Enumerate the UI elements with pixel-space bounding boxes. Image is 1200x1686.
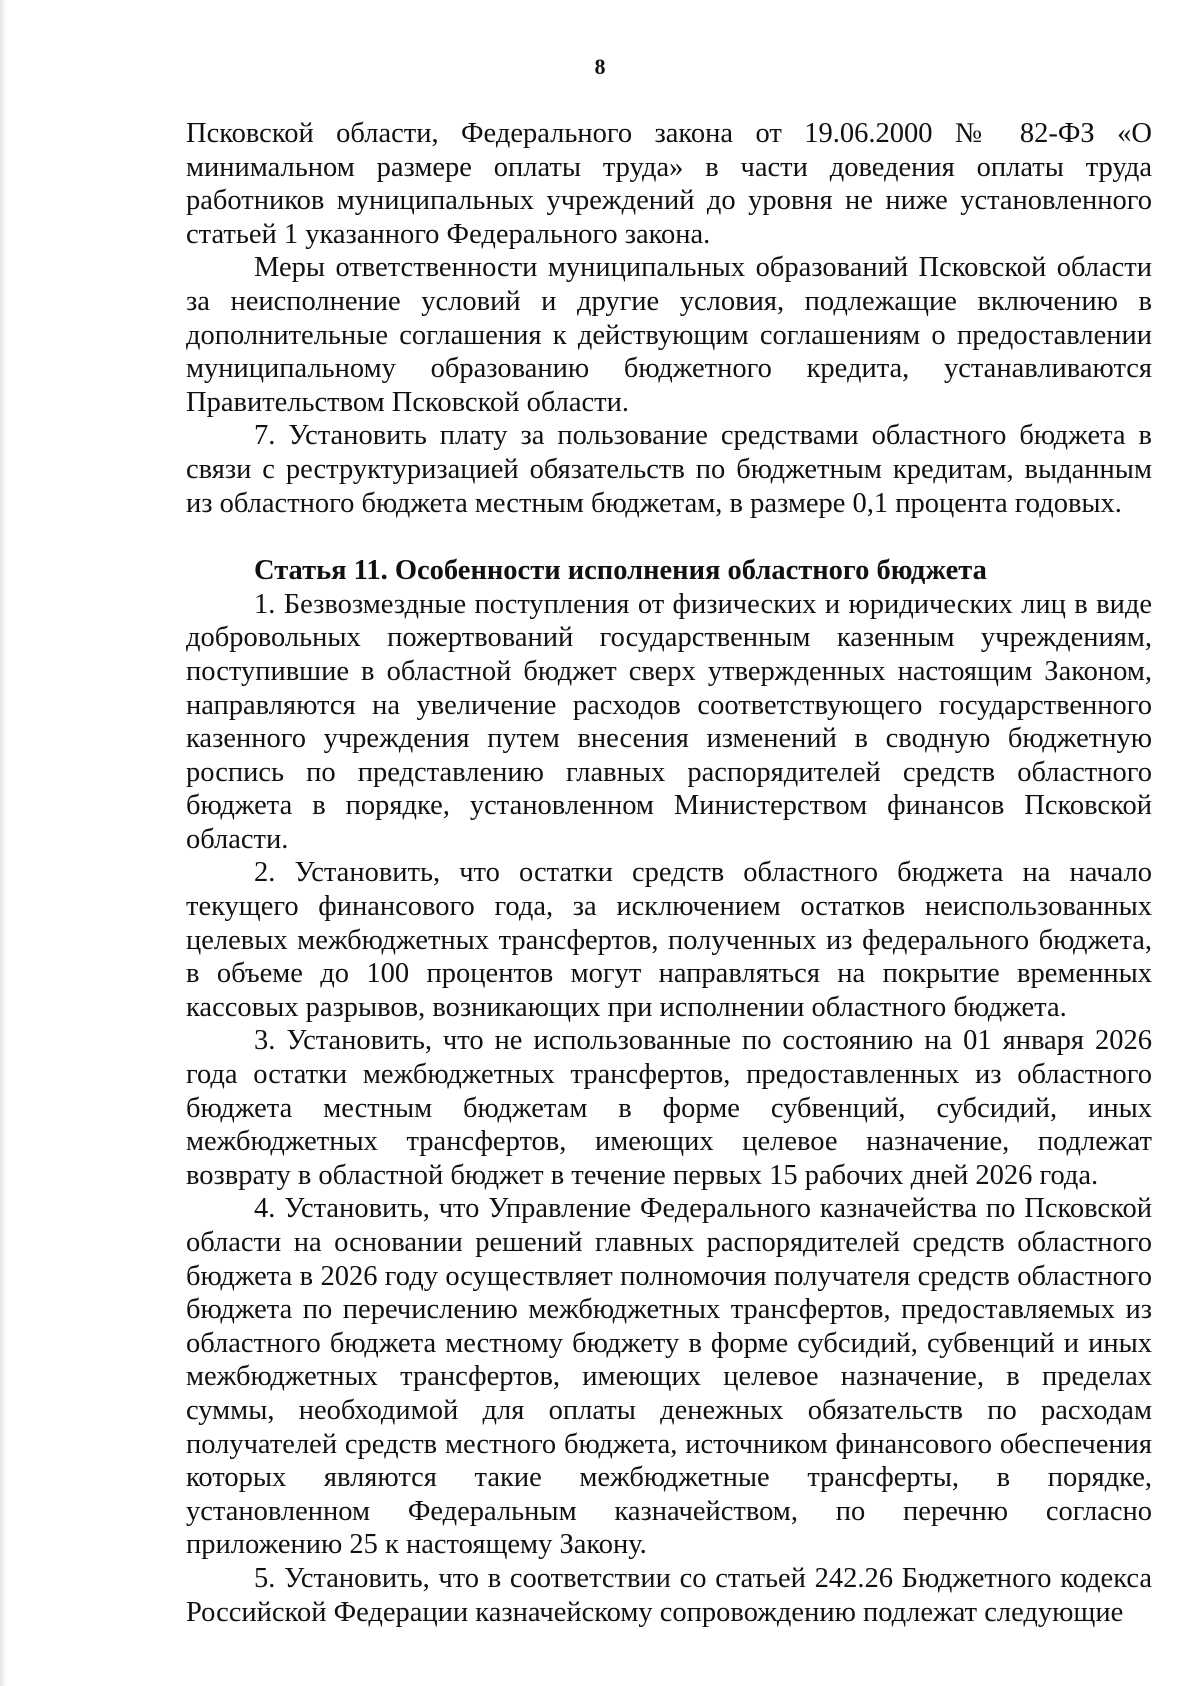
article-11-item-5: 5. Установить, что в соответствии со статьей 242.26 Бюджетного кодекса Российской Федерации казначейскому сопровождению подлежат следующие bbox=[186, 1562, 1152, 1628]
scan-edge bbox=[0, 0, 6, 1686]
article-11-item-3: 3. Установить, что не использованные по состоянию на 01 января 2026 года остатки межбюджетных трансфертов, предоставленных из областного бюджета местным бюджетам в форме субвенций, субсидий, иных межбюджетных трансфертов, имеющих целевое назначение, подлежат возврату в областной бюджет в течение первых 15 рабочих дней 2026 года. bbox=[186, 1025, 1152, 1191]
article-11-item-1: 1. Безвозмездные поступления от физических и юридических лиц в виде добровольных пожертвований государственным казенным учреждениям, поступившие в областной бюджет сверх утвержденных настоящим Законом, направляются на увеличение расходов соответствующего государственного казенного учреждения путем внесения изменений в сводную бюджетную роспись по представлению главных распорядителей средств областного бюджета в порядке, установленном Министерством финансов Псковской области. bbox=[186, 588, 1152, 855]
document-body bbox=[186, 117, 1152, 1629]
paragraph-item-7: 7. Установить плату за пользование средствами областного бюджета в связи с реструктуризацией обязательств по бюджетным кредитам, выданным из областного бюджета местным бюджетам, в размере 0,1 процента годовых. bbox=[186, 420, 1152, 519]
article-11-item-4: 4. Установить, что Управление Федерального казначейства по Псковской области на основании решений главных распорядителей средств областного бюджета в 2026 году осуществляет полномочия получателя средств областного бюджета по перечислению межбюджетных трансфертов, предоставляемых из областного бюджета местному бюджету в форме субсидий, субвенций и иных межбюджетных трансфертов, имеющих целевое назначение, в пределах суммы, необходимой для оплаты денежных обязательств по расходам получателей средств местного бюджета, источником финансового обеспечения которых являются такие межбюджетные трансферты, в порядке, установленном Федеральным казначейством, по перечню согласно приложению 25 к настоящему Закону. bbox=[186, 1193, 1152, 1561]
article-11-item-2: 2. Установить, что остатки средств областного бюджета на начало текущего финансового года, за исключением остатков неиспользованных целевых межбюджетных трансфертов, полученных из федерального бюджета, в объеме до 100 процентов могут направляться на покрытие временных кассовых разрывов, возникающих при исполнении областного бюджета. bbox=[186, 857, 1152, 1023]
paragraph-responsibility-measures: Меры ответственности муниципальных образований Псковской области за неисполнение условий и другие условия, подлежащие включению в дополнительные соглашения к действующим соглашениям о предоставлении муниципальному образованию бюджетного кредита, устанавливаются Правительством Псковской области. bbox=[186, 252, 1152, 418]
page-number: 8 bbox=[594, 54, 606, 79]
article-11-heading: Статья 11. Особенности исполнения областного бюджета bbox=[254, 555, 987, 587]
paragraph-continuation: Псковской области, Федерального закона от 19.06.2000 № 82-ФЗ «О минимальном размере оплаты труда» в части доведения оплаты труда работников муниципальных учреждений до уровня не ниже установленного статьей 1 указанного Федерального закона. bbox=[186, 118, 1152, 250]
